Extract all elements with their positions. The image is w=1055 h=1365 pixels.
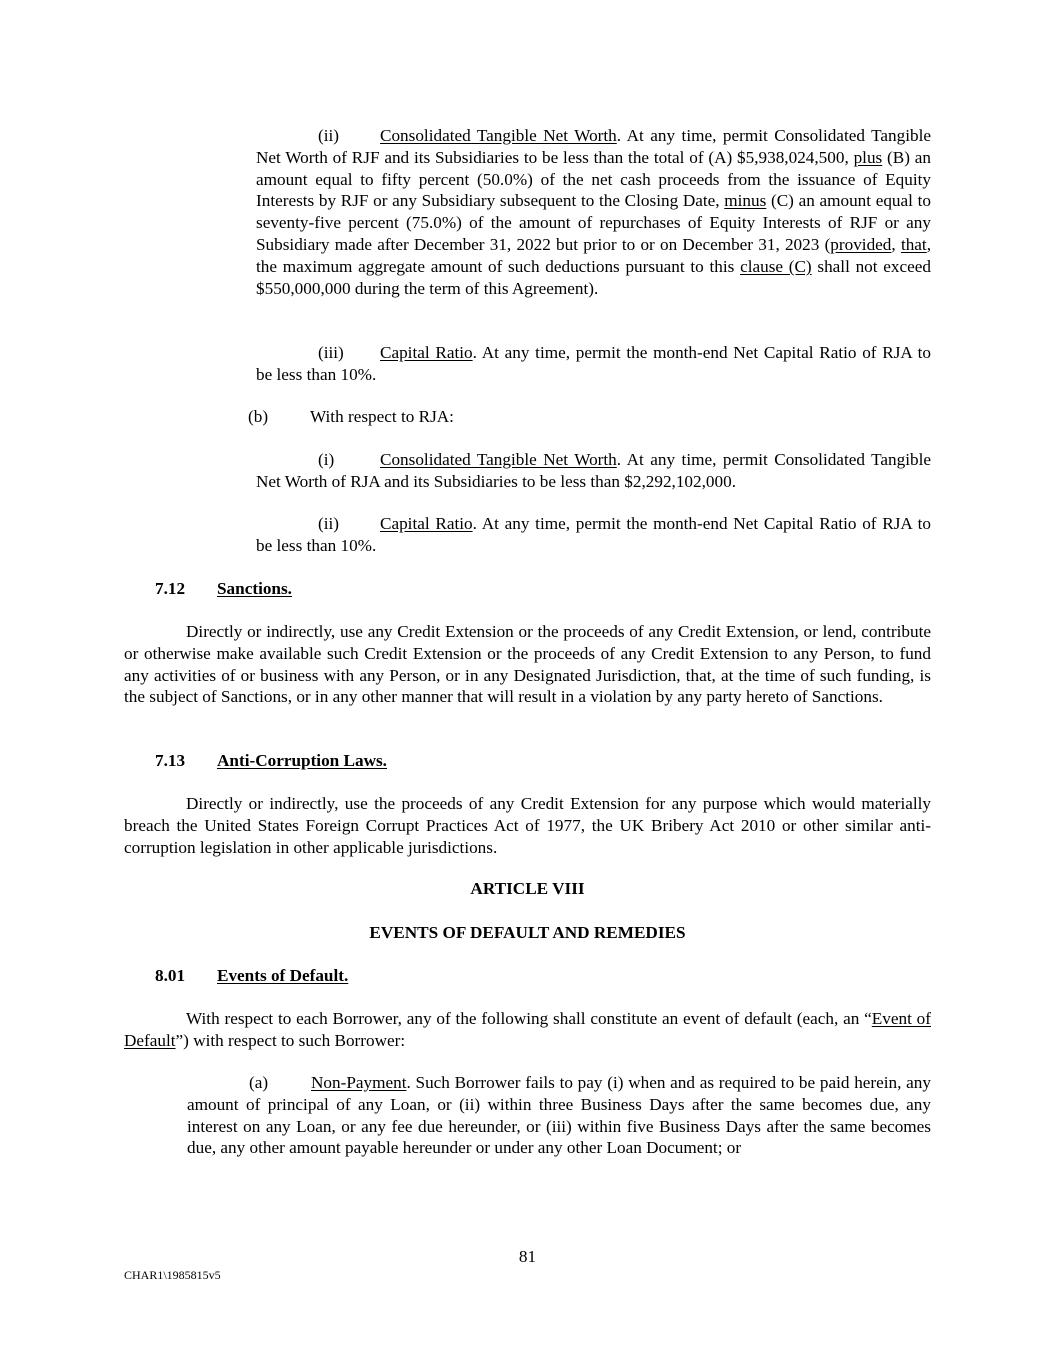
section-body-8-01: With respect to each Borrower, any of the following shall constitute an event of default (each, an “Event of Default”) with respect to such Borrower: [124, 1009, 931, 1050]
clause-title: Capital Ratio [380, 343, 473, 362]
defined-term: Event of Default [124, 1009, 931, 1050]
clause-a-iii: (iii) Capital Ratio. At any time, permit the month-end Net Capital Ratio of RJA to be less than 10%. [256, 343, 931, 384]
clause-8-01-a: (a) Non-Payment. Such Borrower fails to pay (i) when and as required to be paid herein, any amount of principal of any Loan, or (ii) within three Business Days after the same becomes due, any interest on any Loan, or any fee due hereunder, or (iii) within five Business Days after the same becomes due, any other amount payable hereunder or under any other Loan Document; or [187, 1073, 931, 1158]
section-heading-8-01: 8.01 Events of Default. [155, 966, 349, 985]
section-heading-7-12: 7.12 Sanctions. [155, 579, 292, 598]
clause-title: Consolidated Tangible Net Worth [380, 126, 617, 145]
clause-a-ii: (ii) Consolidated Tangible Net Worth. At any time, permit Consolidated Tangible Net Worth of RJF and its Subsidiaries to be less than the total of (A) $5,938,024,500, plus (B) an amount equal to fifty percent (50.0%) of the net cash proceeds from the issuance of Equity Interests by RJF or any Subsidiary subsequent to the Closing Date, minus (C) an amount equal to seventy-five percent (75.0%) of the amount of repurchases of Equity Interests of RJF or any Subsidiary made after December 31, 2022 but prior to or on December 31, 2023 (provided, that, the maximum aggregate amount of such deductions pursuant to this clause (C) shall not exceed $550,000,000 during the term of this Agreement). [256, 126, 932, 298]
clause-number: (ii) [318, 126, 339, 145]
clause-b: (b) With respect to RJA: [248, 407, 454, 426]
clause-number: (ii) [318, 514, 339, 533]
clause-number: (b) [248, 407, 269, 426]
clause-title: Consolidated Tangible Net Worth [380, 450, 617, 469]
clause-title: Capital Ratio [380, 514, 473, 533]
clause-b-ii: (ii) Capital Ratio. At any time, permit the month-end Net Capital Ratio of RJA to be less than 10%. [256, 514, 931, 555]
section-body-7-13: Directly or indirectly, use the proceeds of any Credit Extension for any purpose which would materially breach the United States Foreign Corrupt Practices Act of 1977, the UK Bribery Act 2010 or other similar anti-corruption legislation in other applicable jurisdictions. [124, 794, 931, 857]
clause-number: (a) [249, 1073, 269, 1092]
section-heading-7-13: 7.13 Anti-Corruption Laws. [155, 751, 387, 770]
clause-number: (i) [318, 450, 335, 469]
page-number: 81 [518, 1247, 537, 1266]
document-id: CHAR1\1985815v5 [124, 1268, 221, 1282]
article-title: EVENTS OF DEFAULT AND REMEDIES [369, 923, 686, 942]
section-body-7-12: Directly or indirectly, use any Credit Extension or the proceeds of any Credit Extension, or lend, contribute or otherwise make available such Credit Extension or the proceeds of any Credit Extension to any Person, to fund any activities of or business with any Person, or in any Designated Jurisdiction, that, at the time of such funding, is the subject of Sanctions, or in any other manner that will result in a violation by any party hereto of Sanctions. [124, 622, 931, 707]
clause-b-i: (i) Consolidated Tangible Net Worth. At any time, permit Consolidated Tangible Net Worth of RJA and its Subsidiaries to be less than $2,292,102,000. [256, 450, 931, 491]
clause-number: (iii) [318, 343, 344, 362]
article-label: ARTICLE VIII [470, 879, 585, 898]
clause-title: Non-Payment [311, 1073, 407, 1092]
